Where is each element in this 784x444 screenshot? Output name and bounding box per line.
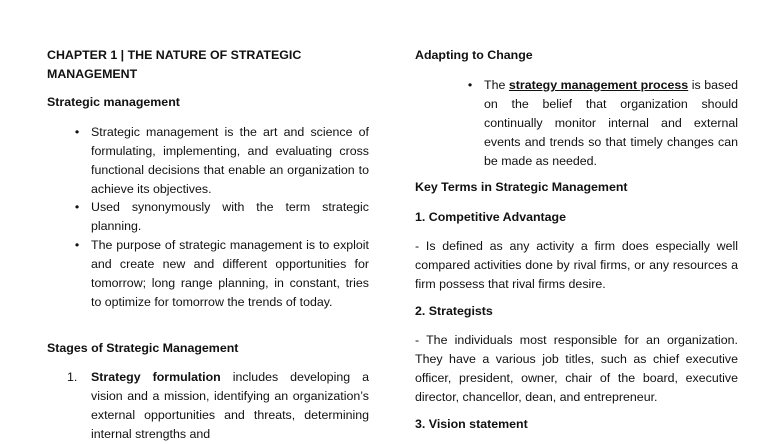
bullet-text: Strategic management is the art and science of formulating, implementing, and evaluating cross functional decisions that enable an organization to achieve its objectives. [91, 125, 369, 196]
bullet-icon: • [74, 125, 80, 139]
term-text-competitive-advantage: - Is defined as any activity a firm does especially well compared activities done by rival firms, or any resources a firm possess that rival firms desire. [415, 239, 738, 291]
stage-number: 1. [67, 370, 78, 384]
stage-text: includes developing a vision and a mission, identifying an organization’s external opportunities and threats, determining internal strengths and [91, 370, 369, 441]
stage-term: Strategy formulation [91, 370, 221, 384]
adapting-heading: Adapting to Change [415, 48, 533, 62]
strategy-management-process-link[interactable]: strategy management process [508, 78, 689, 92]
list-item [74, 198, 369, 236]
bullet-text-post: is based on the belief that organization should continually monitor internal and external events and trends so that timely changes can be made as needed. [484, 78, 738, 168]
stage-item [67, 368, 369, 444]
term-heading-strategists: 2. Strategists [415, 304, 493, 318]
bullet-icon: • [74, 200, 80, 214]
bullet-text: Used synonymously with the term strategic planning. [91, 200, 369, 233]
list-item [467, 76, 738, 171]
strategic-management-heading: Strategic management [47, 95, 180, 109]
term-heading-competitive-advantage: 1. Competitive Advantage [415, 210, 567, 224]
bullet-text-pre: The [484, 78, 509, 92]
term-heading-vision-statement: 3. Vision statement [415, 417, 528, 431]
bullet-text: The purpose of strategic management is to exploit and create new and different opportunities for tomorrow; long range planning, in constant, tries to optimize for tomorrow the trends of today. [91, 238, 369, 309]
bullet-icon: • [74, 238, 80, 252]
stages-heading: Stages of Strategic Management [47, 341, 239, 355]
list-item [74, 236, 369, 312]
chapter-title: CHAPTER 1 | THE NATURE OF STRATEGIC MANAGEMENT [47, 48, 302, 81]
key-terms-heading: Key Terms in Strategic Management [415, 180, 628, 194]
list-item [74, 123, 369, 199]
term-text-strategists: - The individuals most responsible for an organization. They have a various job titles, such as chief executive officer, president, owner, chair of the board, executive director, chancellor, dean, and entrepreneur. [415, 333, 738, 404]
bullet-icon: • [467, 78, 473, 92]
